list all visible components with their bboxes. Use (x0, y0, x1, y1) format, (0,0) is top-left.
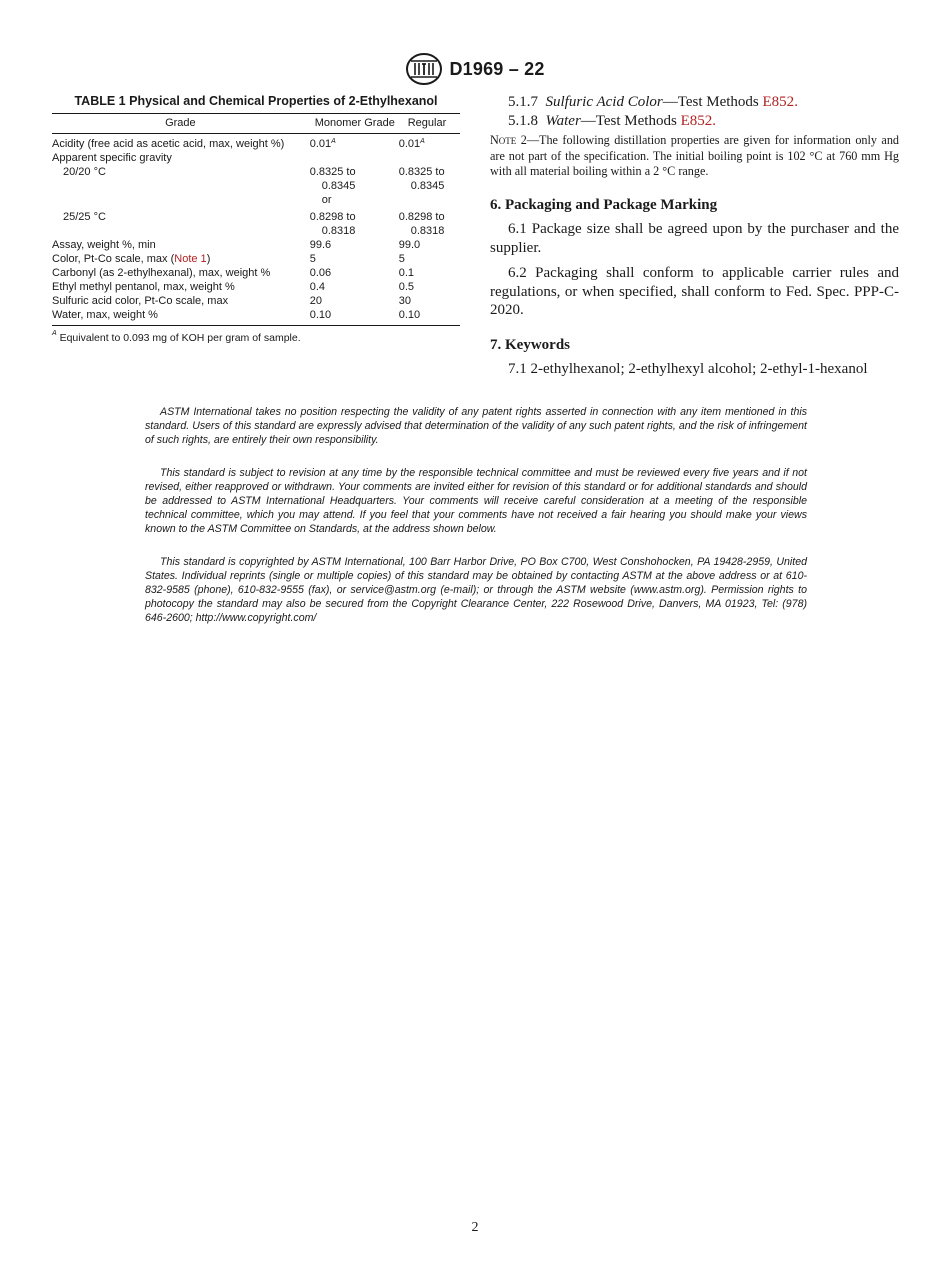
table-row: Apparent specific gravity (52, 152, 172, 164)
patent-notice: ASTM International takes no position respecting the validity of any patent rights asserted in connection with any item mentioned in this standard. Users of this standard are expressly advised that determination of the validity of any such patent rights, and the risk of infringement of such rights, are entirely their own responsibility. (145, 406, 807, 446)
section-7-1: 7.1 2-ethylhexanol; 2-ethylhexyl alcohol; 2-ethyl-1-hexanol (508, 361, 868, 377)
column-header-monomer: Monomer Grade (309, 114, 398, 134)
revision-notice: This standard is subject to revision at any time by the responsible technical committee and must be reviewed every five years and if not revised, either reapproved or withdrawn. Your comments are invited either for revision of this standard or for additional standards and should be addressed to ASTM International Headquarters. Your comments will receive careful consideration at a meeting of the responsible technical committee, which you may attend. If you feel that your comments have not received a fair hearing you should make your views known to the ASTM Committee on Standards, at the address shown below. (145, 467, 807, 535)
table-row: Ethyl methyl pentanol, max, weight % 0.4 0.5 (52, 281, 415, 293)
table-row: 25/25 °C 0.8298 to 0.8318 0.8298 to 0.8318 (63, 211, 445, 237)
right-column (490, 93, 899, 379)
table-row: Acidity (free acid as acetic acid, max, weight %) $0.01^A$ $0.01^A$ (52, 138, 425, 150)
table-row: Assay, weight %, min 99.6 99.0 (52, 239, 421, 251)
column-header-regular: Regular (398, 114, 460, 134)
table-row: Color, Pt-Co scale, max (Note 1) 5 5 (52, 253, 405, 265)
section-5-1-7: 5.1.7 Sulfuric Acid Color—Test Methods E852. (508, 94, 798, 110)
table-row: Sulfuric acid color, Pt-Co scale, max 20 30 (52, 295, 411, 307)
note-1-link[interactable]: Note 1 (174, 253, 207, 265)
table-row: Carbonyl (as 2-ethylhexanal), max, weight % 0.06 0.1 (52, 267, 415, 279)
note-2: Note 2—The following distillation properties are given for information only and are not part of the specification. The initial boiling point is 102 °C at 760 mm Hg with all material boiling within a 2 °C range. (490, 133, 900, 178)
section-6-heading: 6. Packaging and Package Marking (490, 196, 718, 213)
copyright-notice: This standard is copyrighted by ASTM International, 100 Barr Harbor Drive, PO Box C700, West Conshohocken, PA 19428-2959, United States. Individual reprints (single or multiple copies) of this standard may be obtained by contacting ASTM at the above address or at 610-832-9585 (phone), 610-832-9555 (fax), or service@astm.org (e-mail); or through the ASTM website (www.astm.org). Permission rights to photocopy the standard may also be secured from the Copyright Clearance Center, 222 Rosewood Drive, Danvers, MA 01923, Tel: (978) 646-2600; http://www.copyright.com/ (145, 556, 807, 624)
section-5-1-8: 5.1.8 Water—Test Methods E852. (508, 112, 716, 129)
e852-link[interactable]: E852 (762, 94, 795, 110)
astm-logo-icon (405, 52, 443, 86)
e852-link[interactable]: E852 (680, 112, 713, 129)
table-title: TABLE 1 Physical and Chemical Properties of 2-Ethylhexanol (74, 94, 438, 108)
table-section (52, 94, 460, 344)
page-number: 2 (471, 1220, 479, 1235)
table-row: 20/20 °C 0.8325 to 0.8345 or 0.8325 to 0.8345 (63, 166, 445, 206)
table-row: Water, max, weight % 0.10 0.10 (52, 309, 421, 321)
page-header (0, 52, 950, 91)
section-6-1: 6.1 Package size shall be agreed upon by the purchaser and the supplier. (490, 221, 899, 256)
table-footnote: $^A$ Equivalent to 0.093 mg of KOH per gram of sample. (52, 330, 301, 344)
column-header-grade: Grade (52, 114, 309, 134)
document-id: D1969 – 22 (449, 58, 545, 79)
properties-table (52, 113, 460, 326)
section-7-heading: 7. Keywords (490, 336, 570, 353)
section-6-2: 6.2 Packaging shall conform to applicable carrier rules and regulations, or when specified, shall conform to Fed. Spec. PPP-C-2020. (490, 265, 899, 318)
